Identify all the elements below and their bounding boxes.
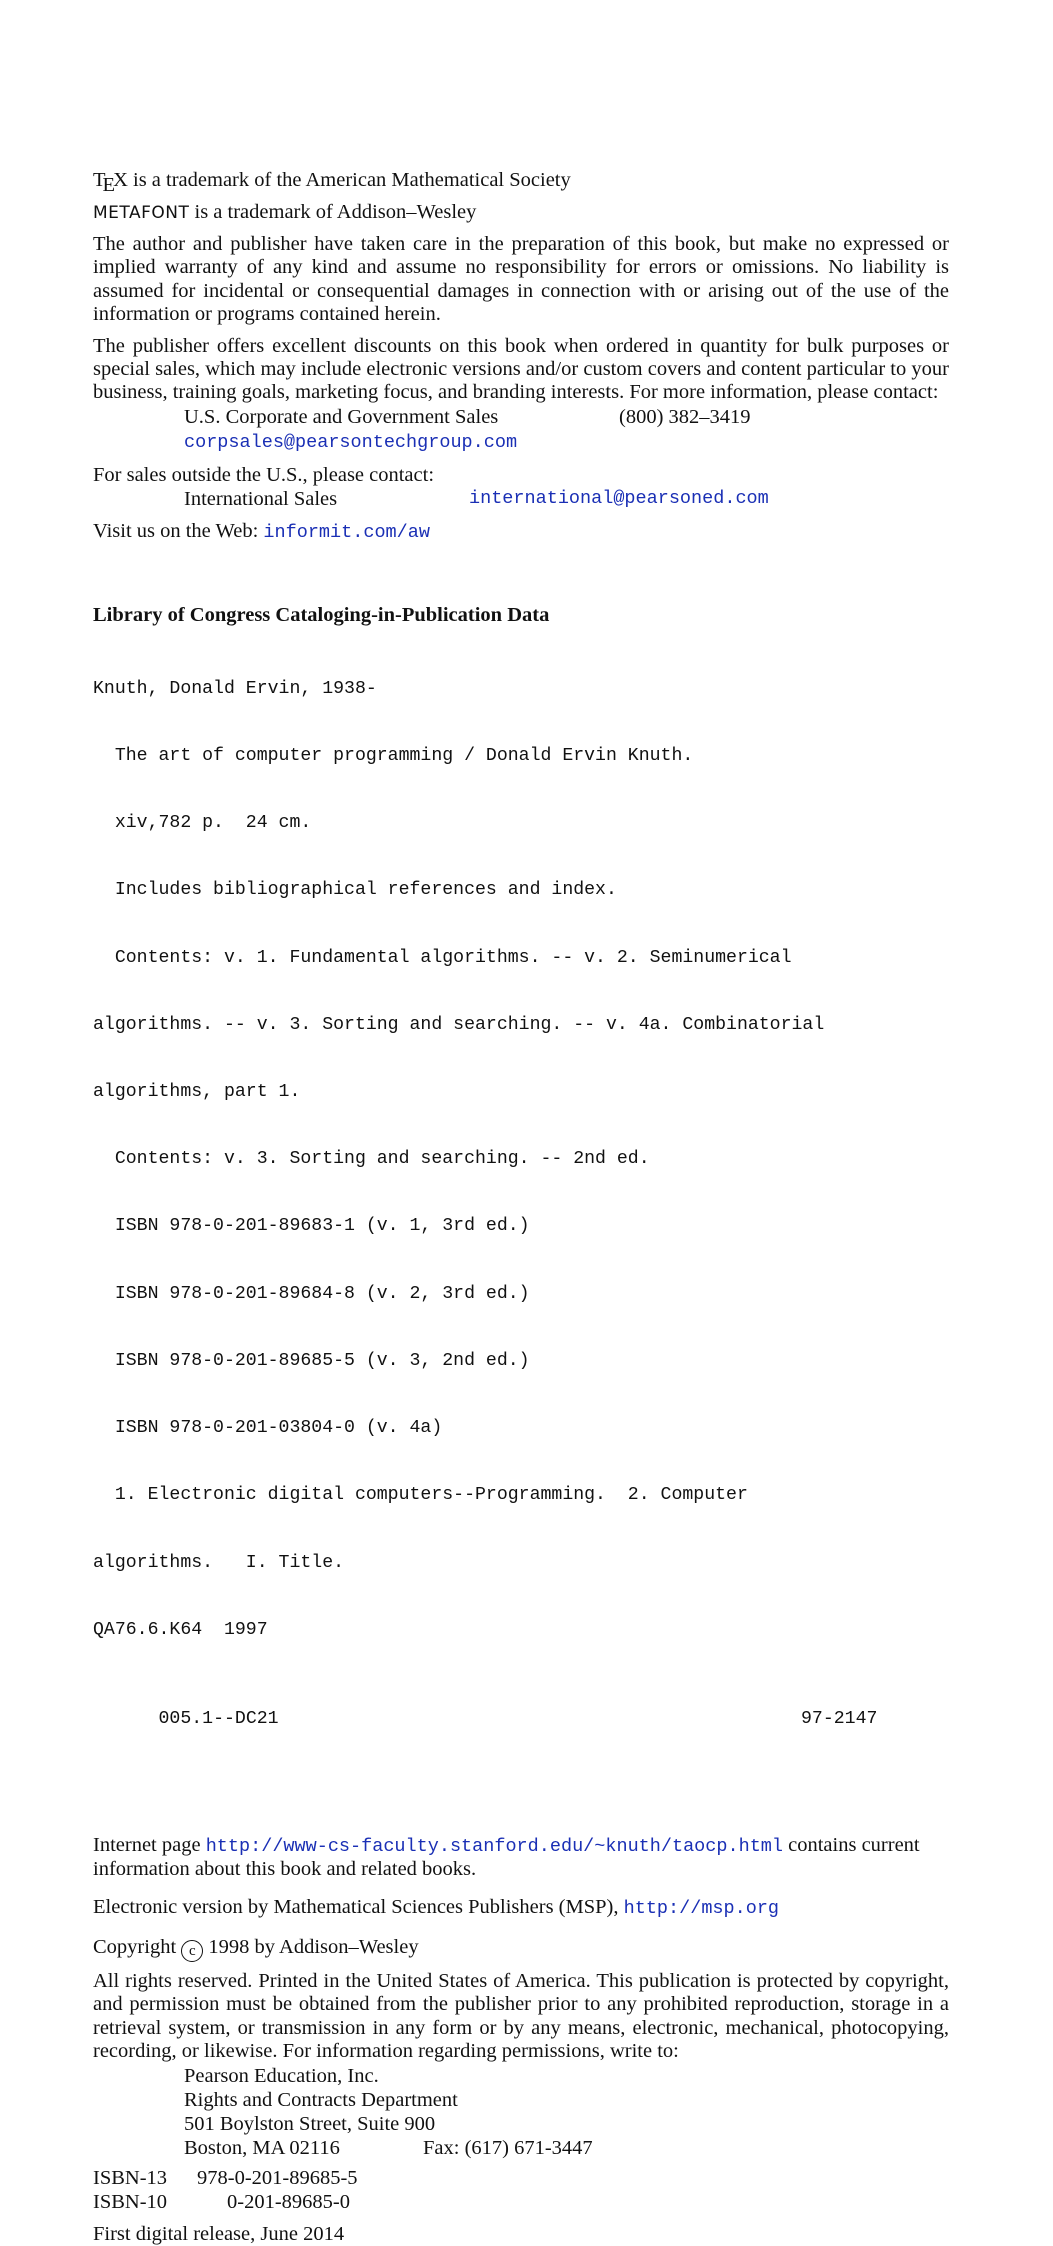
us-sales-email-link[interactable]: corpsales@pearsontechgroup.com (184, 431, 518, 453)
lccn: 97-2147 (801, 1709, 878, 1730)
catalog-line: algorithms. I. Title. (93, 1552, 345, 1573)
isbn-13-row (93, 2166, 949, 2190)
tex-logo: TEX (93, 169, 128, 196)
intl-sales-contact (93, 487, 949, 511)
electronic-version: Electronic version by Mathematical Sciences Publishers (MSP), http://msp.org (93, 1895, 780, 1919)
metafont-logo: METAFONT (93, 203, 190, 223)
catalog-line: algorithms. -- v. 3. Sorting and searching. -- v. 4a. Combinatorial (93, 1014, 825, 1035)
disclaimer-paragraph: The author and publisher have taken care in the preparation of this book, but make no expressed or implied warranty of any kind and assume no responsibility for errors or omissions. No liability is assumed for incidental or consequential damages in connection with or arising out of the use of the information or programs contained herein. (93, 233, 949, 326)
msp-link[interactable]: http://msp.org (623, 1897, 780, 1919)
us-sales-phone: (800) 382–3419 (619, 405, 751, 428)
catalog-line-classification (93, 1686, 949, 1753)
catalog-line: Contents: v. 1. Fundamental algorithms. -- v. 2. Seminumerical (93, 947, 792, 968)
catalog-line: Includes bibliographical references and index. (93, 880, 617, 901)
address-city: Boston, MA 02116 (184, 2136, 340, 2159)
us-sales-contact (93, 405, 949, 455)
informit-link[interactable]: informit.com/aw (263, 521, 430, 543)
release-line: First digital release, June 2014 (93, 2222, 345, 2245)
catalog-line: Knuth, Donald Ervin, 1938- (93, 678, 377, 699)
address-line: Pearson Education, Inc. (184, 2064, 379, 2087)
intl-sales-name: International Sales (184, 487, 338, 510)
catalog-title: Library of Congress Cataloging-in-Publication Data (93, 603, 550, 626)
us-sales-name: U.S. Corporate and Government Sales (184, 405, 499, 428)
catalog-line: xiv,782 p. 24 cm. (93, 813, 312, 834)
web-visit: Visit us on the Web: informit.com/aw (93, 519, 430, 543)
dewey-number: 005.1--DC21 (158, 1709, 279, 1730)
intl-sales-intro: For sales outside the U.S., please contact: (93, 463, 435, 486)
metafont-trademark: METAFONT is a trademark of Addison–Wesley (93, 201, 477, 223)
sales-paragraph: The publisher offers excellent discounts on this book when ordered in quantity for bulk purposes or special sales, which may include electronic versions and/or custom covers and content particular to your business, training goals, marketing focus, and branding interests. For more information, please contact: (93, 334, 949, 404)
catalog-line: ISBN 978-0-201-03804-0 (v. 4a) (93, 1418, 443, 1439)
intl-sales-email-link[interactable]: international@pearsoned.com (469, 487, 769, 509)
copyright-line: Copyright c 1998 by Addison–Wesley (93, 1935, 949, 1962)
catalog-line: QA76.6.K64 1997 (93, 1619, 268, 1640)
isbn-10-row (93, 2190, 949, 2214)
catalog-line: algorithms, part 1. (93, 1081, 301, 1102)
copyright-page (93, 168, 949, 2246)
catalog-line: ISBN 978-0-201-89683-1 (v. 1, 3rd ed.) (93, 1216, 530, 1237)
taocp-link[interactable]: http://www-cs-faculty.stanford.edu/~knuth/taocp.html (205, 1835, 783, 1857)
catalog-line: ISBN 978-0-201-89684-8 (v. 2, 3rd ed.) (93, 1283, 530, 1304)
catalog-line: Contents: v. 3. Sorting and searching. -- 2nd ed. (93, 1149, 650, 1170)
isbn-10-label: ISBN-10 (93, 2190, 168, 2213)
catalog-line: The art of computer programming / Donald Ervin Knuth. (93, 745, 694, 766)
isbn-13-label: ISBN-13 (93, 2166, 168, 2189)
permissions-address (93, 2064, 949, 2160)
address-line: Rights and Contracts Department (184, 2088, 458, 2111)
rights-paragraph: All rights reserved. Printed in the United States of America. This publication is protected by copyright, and permission must be obtained from the publisher prior to any prohibited reproduction, storage in a retrieval system, or transmission in any form or by any means, electronic, mechanical, photocopying, recording, or likewise. For information regarding permissions, write to: (93, 1969, 949, 2063)
internet-page-paragraph: Internet page http://www-cs-faculty.stanford.edu/~knuth/taocp.html contains current information about this book and related books. (93, 1833, 920, 1880)
tex-trademark: TEX is a trademark of the American Mathematical Society (93, 169, 571, 196)
isbn-13-value: 978-0-201-89685-5 (197, 2166, 358, 2189)
catalog-record (93, 633, 949, 1798)
copyright-icon: c (181, 1940, 203, 1962)
catalog-line: ISBN 978-0-201-89685-5 (v. 3, 2nd ed.) (93, 1350, 530, 1371)
address-line: 501 Boylston Street, Suite 900 (184, 2112, 436, 2135)
catalog-line: 1. Electronic digital computers--Programming. 2. Computer (93, 1485, 748, 1506)
isbn-10-value: 0-201-89685-0 (227, 2190, 350, 2213)
address-fax: Fax: (617) 671-3447 (423, 2136, 593, 2159)
